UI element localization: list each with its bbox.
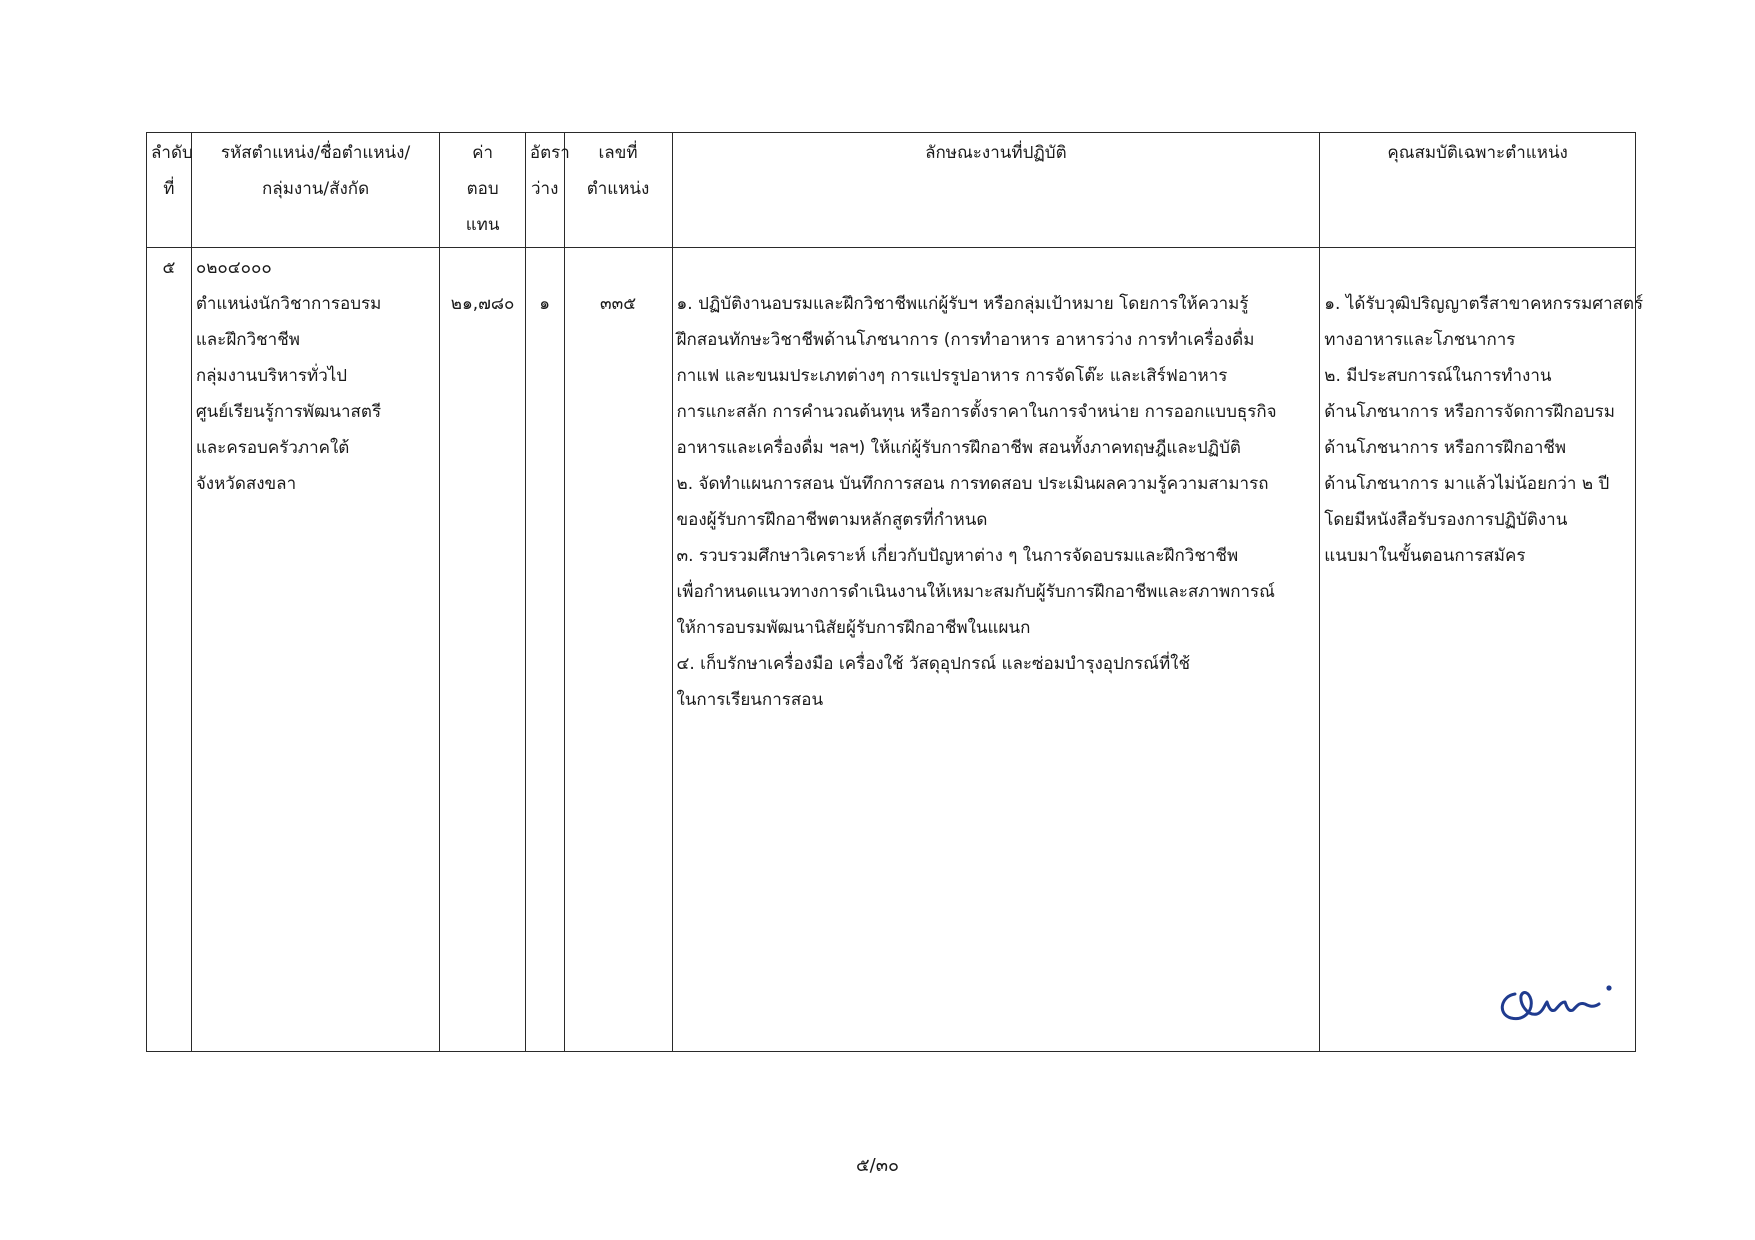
cell-code: ๐๒๐๔๐๐๐ ตำแหน่งนักวิชาการอบรม และฝึกวิชาชีพ กลุ่มงานบริหารทั่วไป ศูนย์เรียนรู้การพัฒนาสตรี และครอบครัวภาคใต้ จังหวัดสงขลา [191,248,440,1052]
page-number: ๕/๓๐ [856,1155,899,1176]
table-row [147,248,1636,1052]
header-posno: เลขที่ ตำแหน่ง [564,133,672,248]
position-number: ๓๓๕ [599,294,637,314]
duty-line: ของผู้รับการฝึกอาชีพตามหลักสูตรที่กำหนด [676,510,988,530]
cell-posno [564,248,672,1052]
position-table [146,132,1644,1052]
duty-line: กาแฟ และขนมประเภทต่างๆ การแปรรูปอาหาร การจัดโต๊ะ และเสิร์ฟอาหาร [676,366,1228,386]
qual-line: ด้านโภชนาการ หรือการฝึกอาชีพ [1324,438,1567,458]
signature-svg [1493,968,1633,1028]
header-duty: ลักษณะงานที่ปฏิบัติ [672,133,1320,248]
cell-qual [1320,248,1644,1052]
cell-duty [672,248,1320,1052]
pay-value: ๒๑,๗๘๐ [450,294,515,314]
qual-line: แนบมาในขั้นตอนการสมัคร [1324,546,1526,566]
position-office: ศูนย์เรียนรู้การพัฒนาสตรี [195,402,382,422]
cell-pay [440,248,526,1052]
duty-line: ฝึกสอนทักษะวิชาชีพด้านโภชนาการ (การทำอาหาร อาหารว่าง การทำเครื่องดื่ม [676,330,1255,350]
position-group: กลุ่มงานบริหารทั่วไป [195,366,348,386]
qual-line: ทางอาหารและโภชนาการ [1324,330,1516,350]
header-code: รหัสตำแหน่ง/ชื่อตำแหน่ง/ กลุ่มงาน/สังกัด [191,133,440,248]
duty-line: ๒. จัดทำแผนการสอน บันทึกการสอน การทดสอบ ประเมินผลความรู้ความสามารถ [676,474,1269,494]
position-province: จังหวัดสงขลา [195,474,297,494]
duty-line: ๑. ปฏิบัติงานอบรมและฝึกวิชาชีพแก่ผู้รับฯ หรือกลุ่มเป้าหมาย โดยการให้ความรู้ [676,294,1249,314]
qual-line: ด้านโภชนาการ มาแล้วไม่น้อยกว่า ๒ ปี [1324,474,1610,494]
header-rate: อัตรา ว่าง [525,133,564,248]
cell-seq: ๕ [147,248,192,1052]
duty-line: ให้การอบรมพัฒนานิสัยผู้รับการฝึกอาชีพในแผนก [676,618,1031,638]
duty-line: ๔. เก็บรักษาเครื่องมือ เครื่องใช้ วัสดุอุปกรณ์ และซ่อมบำรุงอุปกรณ์ที่ใช้ [676,654,1190,674]
header-qual: คุณสมบัติเฉพาะตำแหน่ง [1320,133,1636,248]
qual-line: ๒. มีประสบการณ์ในการทำงาน [1324,366,1552,386]
header-seq: ลำดับ ที่ [147,133,192,248]
handwritten-signature-icon [1493,968,1633,1041]
qual-line: ๑. ได้รับวุฒิปริญญาตรีสาขาคหกรรมศาสตร์ [1324,294,1644,314]
position-title: ตำแหน่งนักวิชาการอบรม [195,294,382,314]
header-pay: ค่า ตอบ แทน [440,133,526,248]
duty-line: อาหารและเครื่องดื่ม ฯลฯ) ให้แก่ผู้รับการฝึกอาชีพ สอนทั้งภาคทฤษฎีและปฏิบัติ [676,438,1241,458]
rate-value: ๑ [539,294,551,314]
qual-line: ด้านโภชนาการ หรือการจัดการฝึกอบรม [1324,402,1615,422]
duty-line: เพื่อกำหนดแนวทางการดำเนินงานให้เหมาะสมกับผู้รับการฝึกอาชีพและสภาพการณ์ [676,582,1275,602]
table-header-row [147,133,1636,248]
cell-rate [525,248,564,1052]
qual-line: โดยมีหนังสือรับรองการปฏิบัติงาน [1324,510,1568,530]
duty-line: การแกะสลัก การคำนวณต้นทุน หรือการตั้งราคาในการจำหน่าย การออกแบบธุรกิจ [676,402,1277,422]
position-code: ๐๒๐๔๐๐๐ [195,258,272,278]
duty-line: ในการเรียนการสอน [676,690,824,710]
duty-line: ๓. รวบรวมศึกษาวิเคราะห์ เกี่ยวกับปัญหาต่าง ๆ ในการจัดอบรมและฝึกวิชาชีพ [676,546,1239,566]
